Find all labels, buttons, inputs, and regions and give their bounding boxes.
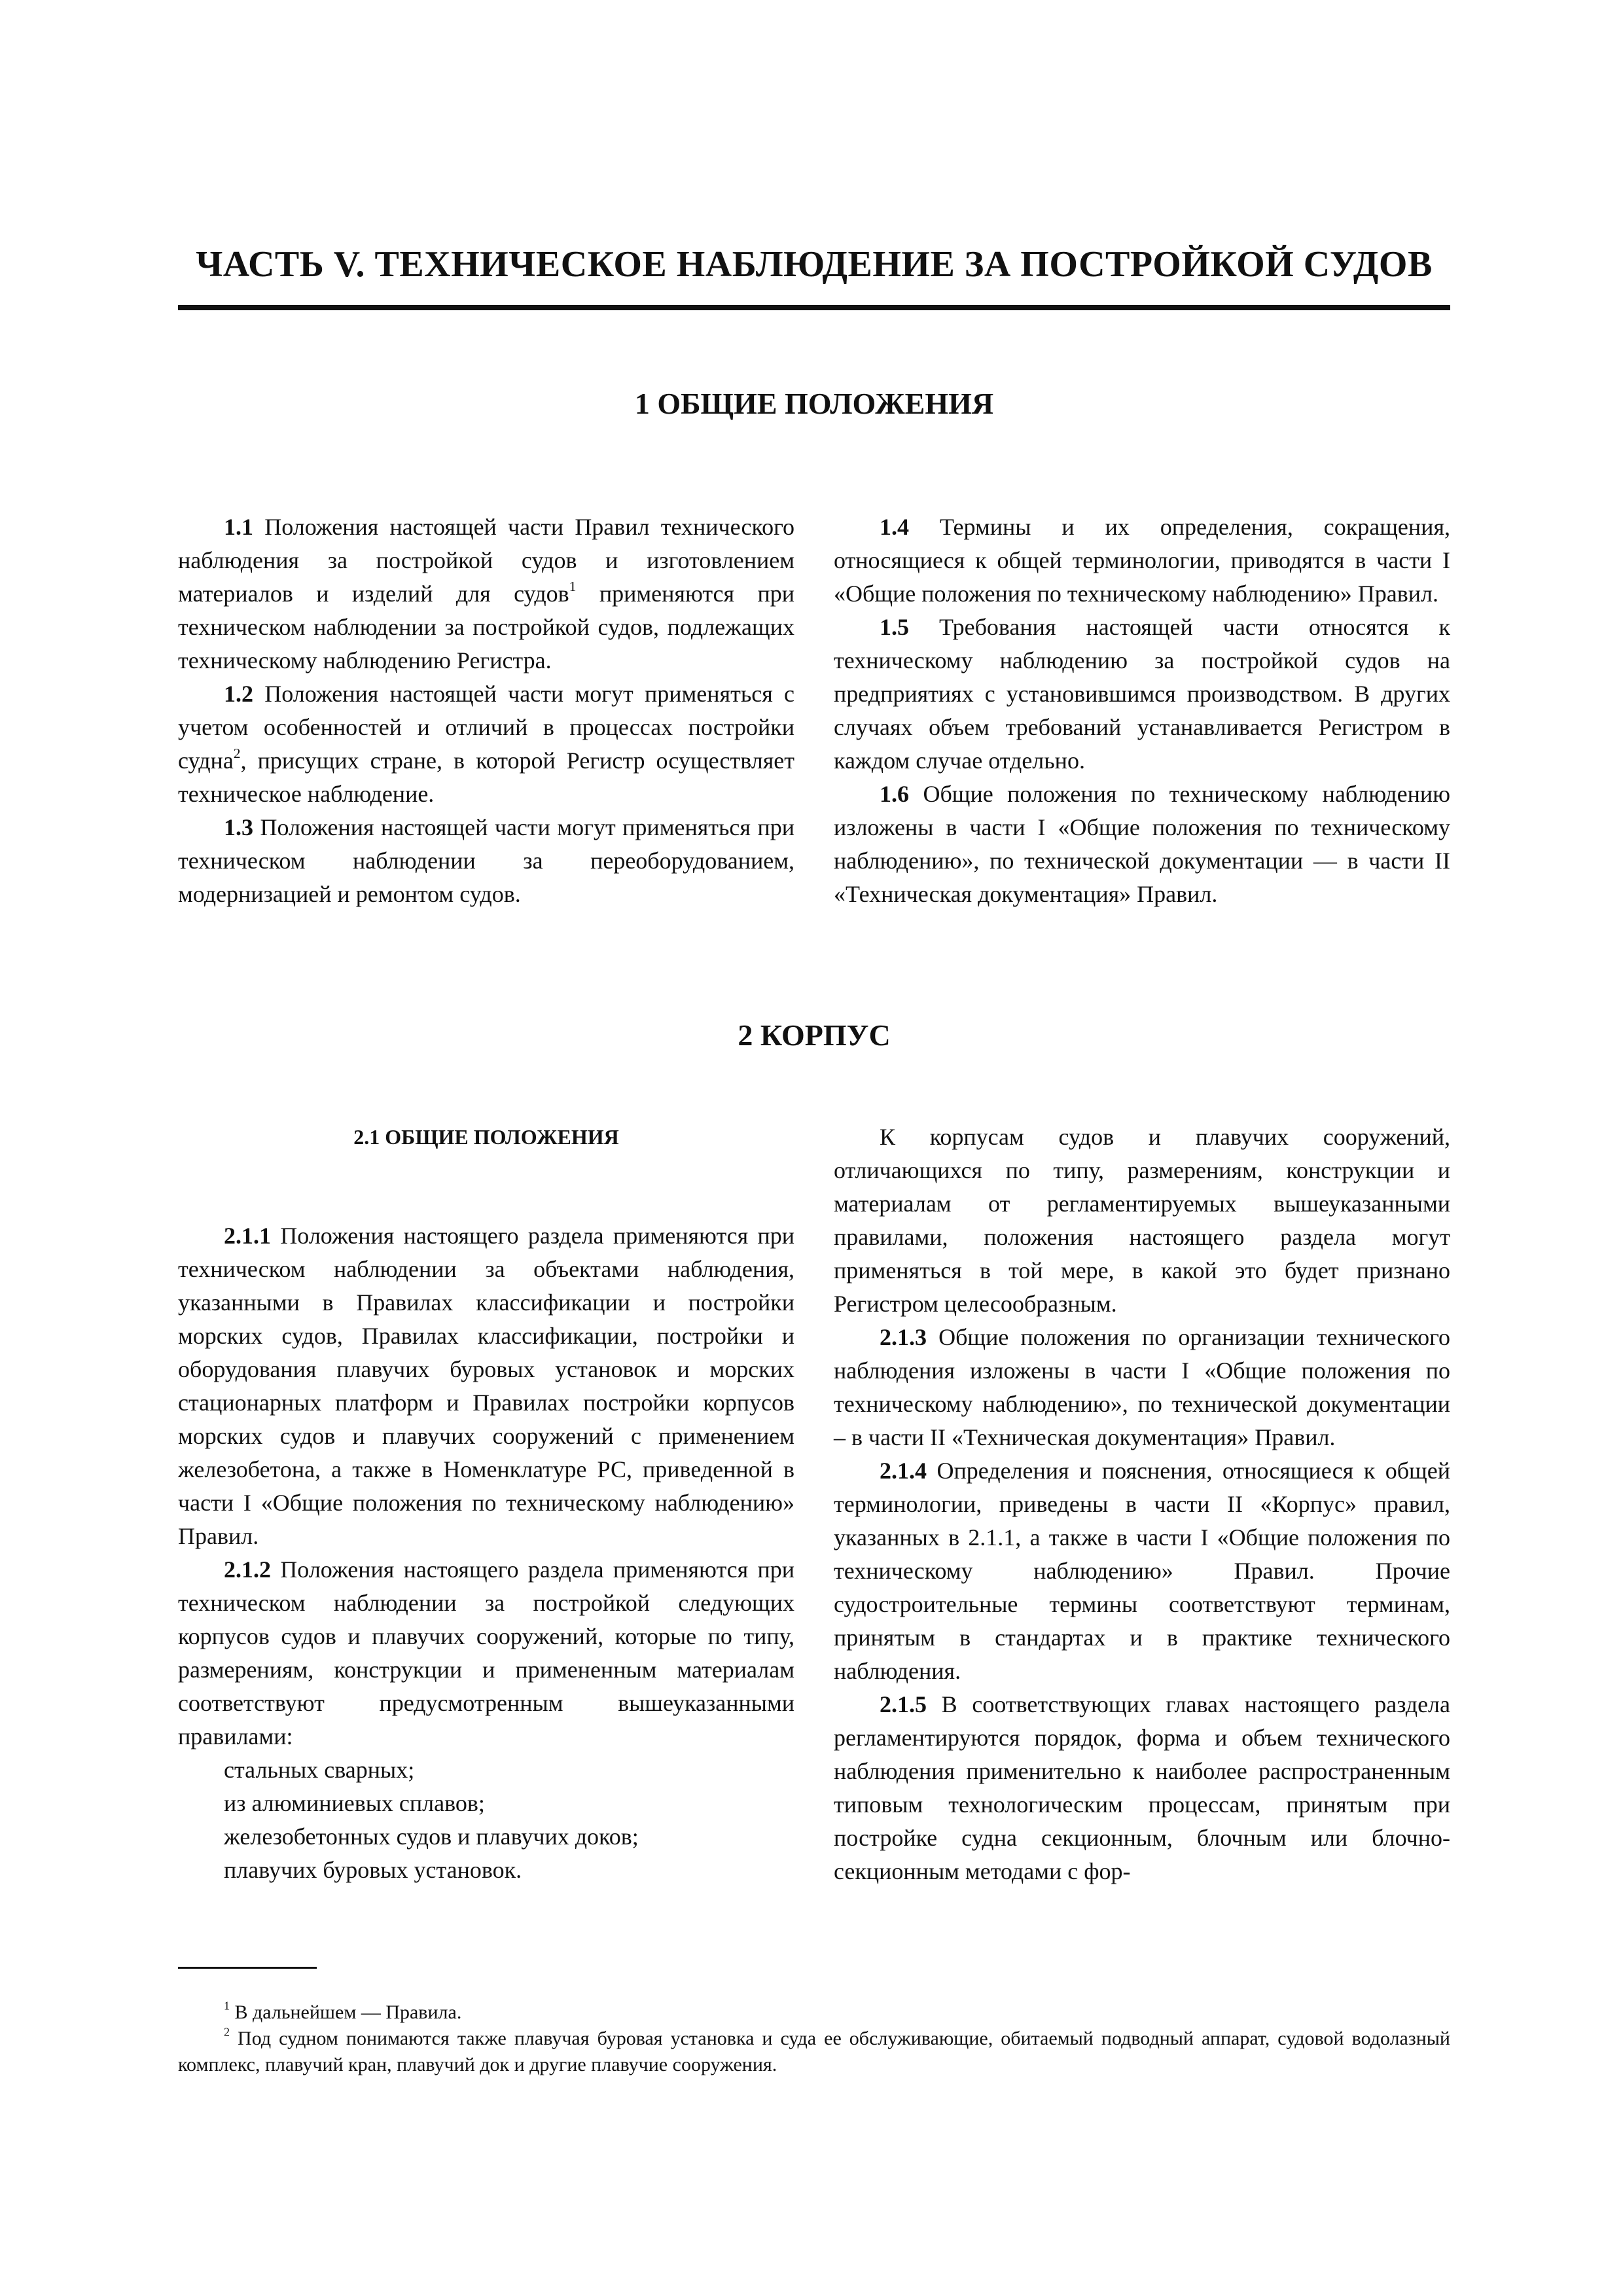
section-1-right-column — [834, 511, 1450, 911]
subsection-2-1-heading: 2.1 ОБЩИЕ ПОЛОЖЕНИЯ — [353, 1125, 619, 1149]
page-title: ЧАСТЬ V. ТЕХНИЧЕСКОЕ НАБЛЮДЕНИЕ ЗА ПОСТРОЙКОЙ СУДОВ — [196, 244, 1433, 285]
footnote-2 — [178, 2026, 1450, 2078]
paragraph-text: применяются при техническом наблюдении за постройкой судов, подлежащих техническому наблюдению Регистра. — [178, 581, 794, 673]
paragraph-1-3 — [178, 811, 794, 911]
section-2-left-column — [178, 1121, 794, 1887]
paragraph-text: В соответствующих главах настоящего раздела регламентируются порядок, форма и объем технического наблюдения применительно к наиболее распространенным типовым технологическим процессам, принятым при постройке судна секционным, блочным или блочно-секционным методами с фор- — [834, 1691, 1450, 1884]
paragraph-2-1-2-continuation: К корпусам судов и плавучих сооружений, отличающихся по типу, размерениям, конструкции и материалам от регламентируемых вышеуказанными правилами, положения настоящего раздела могут применяться в той мере, в какой это будет признано Регистром целесообразным. — [834, 1124, 1450, 1317]
paragraph-text: Определения и пояснения, относящиеся к общей терминологии, приведены в части II «Корпус» правил, указанных в 2.1.1, а также в части I «Общие положения по техническому наблюдению» Правил. Прочие судостроительные термины соответствуют терминам, принятым в стандартах и в практике технического наблюдения. — [834, 1458, 1450, 1684]
footnote-mark: 2 — [224, 2025, 230, 2039]
list-item: железобетонных судов и плавучих доков; — [224, 1823, 639, 1850]
footnote-text: Под судном понимаются также плавучая буровая установка и суда ее обслуживающие, обитаемый подводный аппарат, судовой водолазный комплекс, плавучий кран, плавучий док и другие плавучие сооружения. — [178, 2028, 1450, 2075]
paragraph-number: 1.6 — [880, 781, 909, 807]
section-1-heading: 1 ОБЩИЕ ПОЛОЖЕНИЯ — [634, 387, 994, 420]
paragraph-1-5 — [834, 611, 1450, 778]
paragraph-number: 2.1.3 — [880, 1324, 927, 1350]
paragraph-2-1-5 — [834, 1688, 1450, 1888]
footnote-text: В дальнейшем — Правила. — [230, 2001, 462, 2023]
list-item: плавучих буровых установок. — [224, 1857, 522, 1883]
paragraph-2-1-1 — [178, 1219, 794, 1553]
paragraph-text: Общие положения по техническому наблюдению изложены в части I «Общие положения по техническому наблюдению», по технической документации — в части II «Техническая документация» Правил. — [834, 781, 1450, 907]
hull-types-list — [178, 1753, 794, 1887]
paragraph-text: Термины и их определения, сокращения, относящиеся к общей терминологии, приводятся в части I «Общие положения по техническому наблюдению» Правил. — [834, 514, 1450, 607]
paragraph-number: 1.5 — [880, 614, 909, 640]
footnote-mark: 1 — [224, 1999, 230, 2013]
list-item: стальных сварных; — [224, 1757, 415, 1783]
paragraph-1-4 — [834, 511, 1450, 611]
paragraph-text: Положения настоящей части могут применяться при техническом наблюдении за переоборудованием, модернизацией и ремонтом судов. — [178, 814, 794, 907]
paragraph-1-1 — [178, 511, 794, 677]
paragraph-2-1-3 — [834, 1321, 1450, 1454]
paragraph-text: Требования настоящей части относятся к техническому наблюдению за постройкой судов на предприятиях с установившимся производством. В других случаях объем требований устанавливается Регистром в каждом случае отдельно. — [834, 614, 1450, 774]
paragraph-text: , присущих стране, в которой Регистр осуществляет техническое наблюдение. — [178, 747, 794, 807]
paragraph-number: 1.4 — [880, 514, 909, 540]
paragraph-2-1-2 — [178, 1553, 794, 1753]
footnotes — [178, 2000, 1450, 2078]
paragraph-number: 2.1.2 — [224, 1556, 271, 1583]
paragraph-text: Положения настоящей части Правил технического наблюдения за постройкой судов и изготовлением материалов и изделий для судов — [178, 514, 794, 607]
section-2-heading: 2 КОРПУС — [738, 1018, 891, 1052]
paragraph-text: Положения настоящего раздела применяются при техническом наблюдении за объектами наблюдения, указанными в Правилах классификации и постройки морских судов, Правилах классификации, постройки и оборудования плавучих буровых установок и морских стационарных платформ и Правилах постройки корпусов морских судов и плавучих сооружений с применением железобетона, а также в Номенклатуре РС, приведенной в части I «Общие положения по техническому наблюдению» Правил. — [178, 1223, 794, 1549]
paragraph-number: 1.2 — [224, 681, 253, 707]
paragraph-number: 2.1.4 — [880, 1458, 927, 1484]
section-1-left-column — [178, 511, 794, 911]
paragraph-1-6 — [834, 778, 1450, 911]
list-item: из алюминиевых сплавов; — [224, 1790, 485, 1816]
footnote-ref: 1 — [569, 578, 577, 594]
paragraph-number: 2.1.1 — [224, 1223, 271, 1249]
footnote-rule — [178, 1967, 317, 1969]
paragraph-number: 1.3 — [224, 814, 253, 840]
paragraph-number: 1.1 — [224, 514, 253, 540]
footnote-1 — [178, 2000, 1450, 2026]
paragraph-1-2 — [178, 677, 794, 811]
paragraph-number: 2.1.5 — [880, 1691, 927, 1717]
title-rule — [178, 305, 1450, 310]
paragraph-2-1-4 — [834, 1454, 1450, 1688]
paragraph-text: Общие положения по организации технического наблюдения изложены в части I «Общие положения по техническому наблюдению», по технической документации – в части II «Техническая документация» Правил. — [834, 1324, 1450, 1450]
footnote-ref: 2 — [233, 745, 241, 761]
section-2-right-column — [834, 1121, 1450, 1888]
paragraph-text: Положения настоящего раздела применяются при техническом наблюдении за постройкой следующих корпусов судов и плавучих сооружений, которые по типу, размерениям, конструкции и примененным материалам соответствуют предусмотренным вышеуказанными правилами: — [178, 1556, 794, 1749]
paragraph-text: Положения настоящей части могут применяться с учетом особенностей и отличий в процессах постройки судна — [178, 681, 794, 774]
